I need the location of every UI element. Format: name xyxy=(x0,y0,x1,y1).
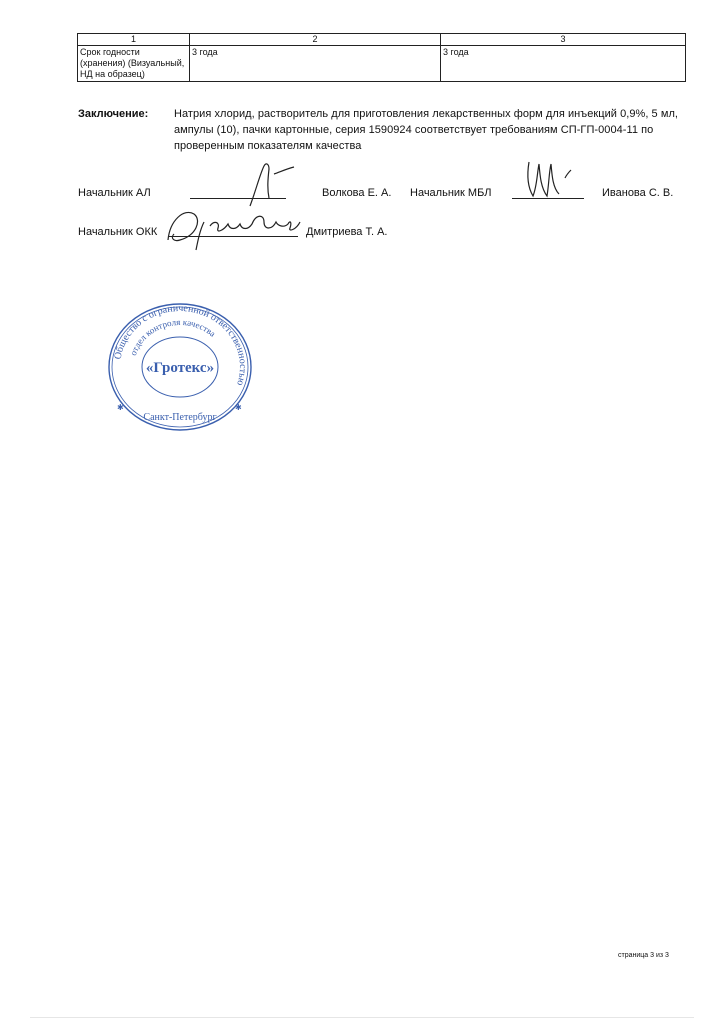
svg-text:Санкт-Петербург: Санкт-Петербург xyxy=(143,412,217,423)
signature-name-al: Волкова Е. А. xyxy=(322,187,392,199)
signature-title-okk: Начальник ОКК xyxy=(78,226,158,238)
svg-text:Общество с ограниченной ответс: Общество с ограниченной ответственностью xyxy=(112,302,249,387)
table-row xyxy=(78,46,686,82)
conclusion-label: Заключение: xyxy=(78,108,149,120)
conclusion-text: Натрия хлорид, растворитель для приготовления лекарственных форм для инъекций 0,9%, 5 мл, ампулы (10), пачки картонные, серия 1590924 соответствует требованиям СП-ГП-0004-11 по проверенным показателям качества xyxy=(174,108,679,152)
table-cell-parameter: Срок годности (хранения) (Визуальный, НД на образец) xyxy=(78,46,190,82)
signature-title-mbl: Начальник МБЛ xyxy=(410,187,492,199)
table-cell-requirement: 3 года xyxy=(190,46,441,82)
company-stamp-icon xyxy=(107,302,253,432)
svg-text:«Гротекс»: «Гротекс» xyxy=(145,360,215,376)
svg-text:✱: ✱ xyxy=(235,403,242,412)
signature-title-al: Начальник АЛ xyxy=(78,187,151,199)
table-header-cell: 1 xyxy=(78,34,190,46)
signature-mbl-icon xyxy=(515,156,585,204)
page-number: страница 3 из 3 xyxy=(618,952,669,959)
signature-name-mbl: Иванова С. В. xyxy=(602,187,674,199)
signature-okk-icon xyxy=(160,200,310,256)
signature-name-okk: Дмитриева Т. А. xyxy=(306,226,388,238)
svg-text:отдел контроля качества: отдел контроля качества xyxy=(127,316,218,357)
scan-edge-divider xyxy=(30,1017,694,1018)
table-header-row xyxy=(78,34,686,46)
svg-text:✱: ✱ xyxy=(117,403,124,412)
table-cell-result: 3 года xyxy=(441,46,686,82)
table-header-cell: 2 xyxy=(190,34,441,46)
specs-table xyxy=(77,33,686,82)
table-header-cell: 3 xyxy=(441,34,686,46)
